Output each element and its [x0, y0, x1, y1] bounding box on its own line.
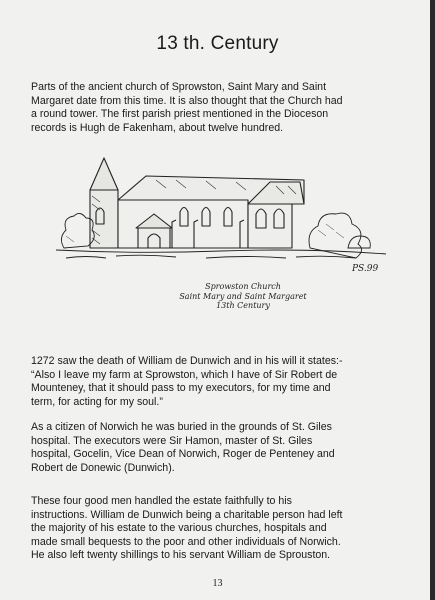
- caption-line: 13th Century: [216, 301, 270, 310]
- text-line: Mounteney, that it should pass to my executors, for my time and: [31, 382, 331, 395]
- text-line: term, for acting for my soul.”: [31, 395, 163, 408]
- artist-signature: PS.99: [352, 264, 379, 274]
- text-line: Margaret date from this time. It is also thought that the Church had: [31, 94, 343, 107]
- text-line: “Also I leave my farm at Sprowston, which I have of Sir Robert de: [31, 368, 338, 381]
- text-line: hospital, Gocelin, Vice Dean of Norwich, Roger de Penteney and: [31, 448, 335, 461]
- church-sketch-illustration: [56, 150, 386, 278]
- text-line: instructions. William de Dunwich being a charitable person had left: [31, 508, 343, 521]
- text-line: These four good men handled the estate faithfully to his: [31, 495, 292, 507]
- text-line: made small bequests to the poor and other individuals of Norwich.: [31, 535, 341, 548]
- text-line: As a citizen of Norwich he was buried in the grounds of St. Giles: [31, 421, 332, 433]
- executors-paragraph: [31, 421, 405, 475]
- will-paragraph: [31, 355, 405, 409]
- text-line: Parts of the ancient church of Sprowston, Saint Mary and Saint: [31, 81, 327, 93]
- text-line: the majority of his estate to the various churches, hospitals and: [31, 522, 327, 535]
- text-line: Robert de Donewic (Dunwich).: [31, 461, 175, 474]
- illustration-caption: [118, 282, 368, 311]
- page-number: 13: [212, 578, 223, 589]
- page-title: 13 th. Century: [156, 33, 279, 54]
- text-line: hospital. The executors were Sir Hamon, master of St. Giles: [31, 434, 313, 447]
- scan-edge: [430, 0, 435, 600]
- text-line: He also left twenty shillings to his servant William de Sprouston.: [31, 549, 331, 562]
- caption-line: Saint Mary and Saint Margaret: [179, 291, 307, 301]
- intro-paragraph: [31, 81, 405, 135]
- estate-paragraph: [31, 495, 405, 563]
- text-line: records is Hugh de Fakenham, about twelve hundred.: [31, 121, 284, 134]
- caption-line: Sprowston Church: [205, 282, 281, 291]
- text-line: 1272 saw the death of William de Dunwich and in his will it states:-: [31, 355, 343, 367]
- text-line: a round tower. The first parish priest mentioned in the Dioceson: [31, 108, 329, 121]
